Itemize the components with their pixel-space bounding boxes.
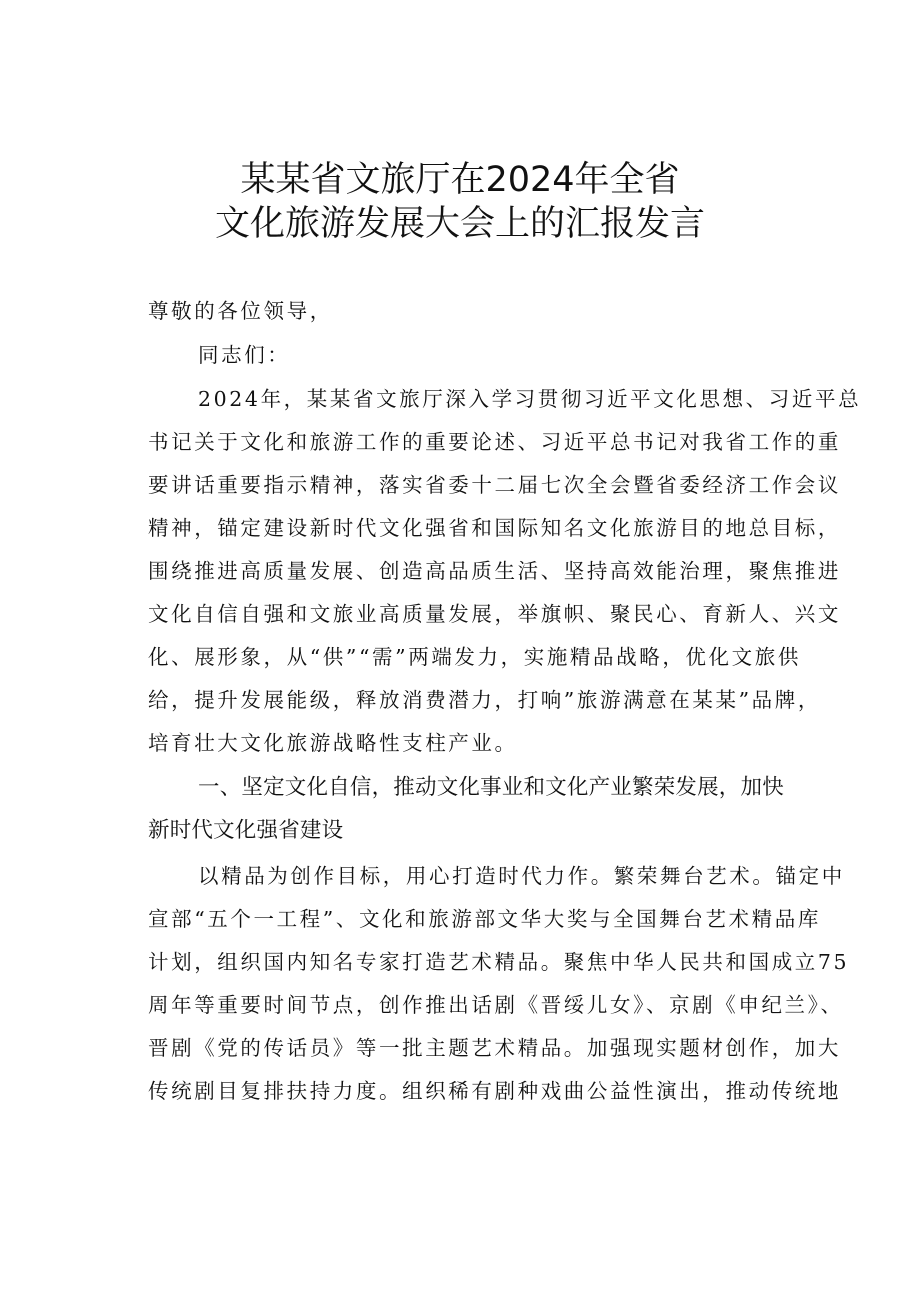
paragraph-1-line-7: 化、展形象，从“供”“需”两端发力，实施精品战略，优化文旅供	[148, 645, 801, 669]
paragraph-1-line-5: 围绕推进高质量发展、创造高品质生活、坚持高效能治理，聚焦推进	[148, 559, 841, 583]
section-heading-1-line-1: 一、坚定文化自信，推动文化事业和文化产业繁荣发展，加快	[198, 775, 784, 800]
paragraph-2-line-6: 传统剧目复排扶持力度。组织稀有剧种戏曲公益性演出，推动传统地	[148, 1079, 841, 1103]
paragraph-1-line-4: 精神，锚定建设新时代文化强省和国际知名文化旅游目的地总目标，	[148, 516, 841, 540]
paragraph-1-line-1: 2024年，某某省文旅厅深入学习贯彻习近平文化思想、习近平总	[198, 387, 862, 411]
paragraph-2-line-5: 晋剧《党的传话员》等一批主题艺术精品。加强现实题材创作，加大	[148, 1036, 841, 1060]
paragraph-2-line-3: 计划，组织国内知名专家打造艺术精品。聚焦中华人民共和国成立75	[148, 950, 850, 974]
paragraph-2-line-1: 以精品为创作目标，用心打造时代力作。繁荣舞台艺术。锚定中	[198, 864, 845, 888]
salutation-comrades: 同志们：	[198, 343, 291, 367]
document-title-line-1: 某某省文旅厅在2024年全省	[240, 160, 680, 200]
document-title-line-2: 文化旅游发展大会上的汇报发言	[214, 204, 705, 244]
section-heading-1-line-2: 新时代文化强省建设	[148, 818, 344, 843]
paragraph-1-line-2: 书记关于文化和旅游工作的重要论述、习近平总书记对我省工作的重	[148, 430, 841, 454]
paragraph-2-line-4: 周年等重要时间节点，创作推出话剧《晋绥儿女》、京剧《申纪兰》、	[148, 993, 844, 1017]
paragraph-2-line-2: 宣部“五个一工程”、文化和旅游部文华大奖与全国舞台艺术精品库	[148, 907, 821, 931]
paragraph-1-line-6: 文化自信自强和文旅业高质量发展，举旗帜、聚民心、育新人、兴文	[148, 602, 841, 626]
paragraph-1-line-9: 培育壮大文化旅游战略性支柱产业。	[148, 731, 518, 755]
paragraph-1-line-3: 要讲话重要指示精神，落实省委十二届七次全会暨省委经济工作会议	[148, 473, 841, 497]
salutation-leaders: 尊敬的各位领导，	[148, 299, 333, 323]
paragraph-1-line-8: 给，提升发展能级，释放消费潜力，打响”旅游满意在某某”品牌，	[148, 688, 821, 712]
